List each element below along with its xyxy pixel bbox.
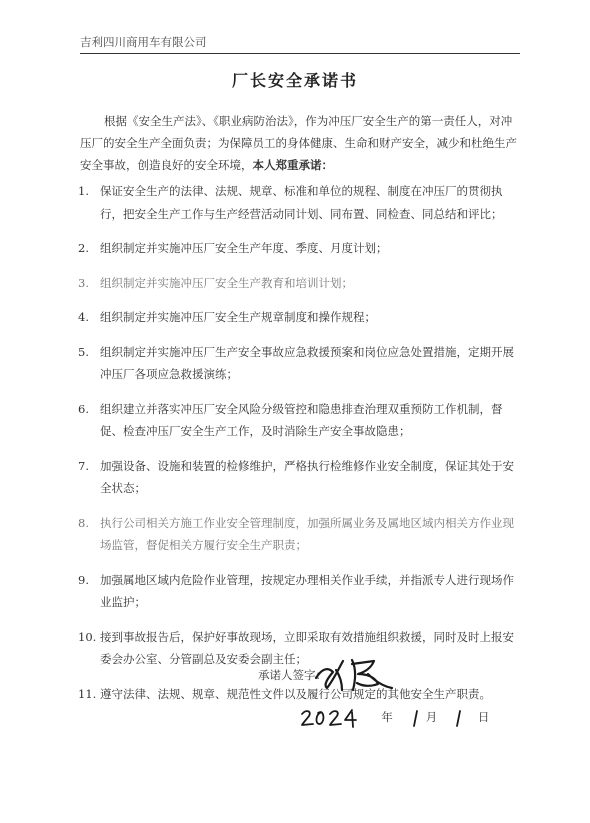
list-item xyxy=(78,512,522,557)
item-number: 11. xyxy=(78,686,97,701)
item-number: 1. xyxy=(78,184,89,198)
handwritten-signature xyxy=(312,652,396,694)
item-number: 6. xyxy=(78,401,89,416)
item-number: 3. xyxy=(78,275,89,290)
item-text: 加强属地区域内危险作业管理，按规定办理相关作业手续，并指派专人进行现场作业监护； xyxy=(100,572,514,609)
list-item xyxy=(78,272,522,295)
item-number: 4. xyxy=(78,310,89,324)
item-text: 组织建立并落实冲压厂安全风险分级管控和隐患排查治理双重预防工作机制，督促、检查冲压厂安全生产工作，及时消除生产安全事故隐患； xyxy=(100,401,503,438)
item-number: 5. xyxy=(78,344,89,359)
intro-bold: 本人郑重承诺： xyxy=(252,158,333,172)
document-title: 厂长安全承诺书 xyxy=(231,71,358,90)
intro-paragraph xyxy=(80,110,520,176)
item-text: 组织制定并实施冲压厂生产安全事故应急救援预案和岗位应急处置措施，定期开展冲压厂各项应急救援演练； xyxy=(100,344,514,381)
list-item xyxy=(78,237,522,260)
intro-text: 根据《安全生产法》、《职业病防治法》，作为冲压厂安全生产的第一责任人，对冲压厂的安全生产全面负责；为保障员工的身体健康、生命和财产安全，减少和杜绝生产安全事故，创造良好的安全环境， xyxy=(80,114,517,172)
year-unit: 年 xyxy=(381,710,393,724)
day-unit: 日 xyxy=(477,710,490,724)
item-text: 组织制定并实施冲压厂安全生产年度、季度、月度计划； xyxy=(100,241,388,255)
list-item xyxy=(78,341,522,386)
list-item xyxy=(78,180,522,225)
list-item xyxy=(78,455,522,500)
company-name: 吉利四川商用车有限公司 xyxy=(80,35,207,49)
list-item xyxy=(78,683,522,706)
item-text: 组织制定并实施冲压厂安全生产教育和培训计划； xyxy=(100,275,353,290)
item-text: 保证安全生产的法律、法规、规章、标准和单位的规程、制度在冲压厂的贯彻执行，把安全生产工作与生产经营活动同计划、同布置、同检查、同总结和评比； xyxy=(100,184,503,221)
signing-date xyxy=(300,707,489,729)
year-value: 2024 xyxy=(300,707,303,708)
item-text: 组织制定并实施冲压厂安全生产规章制度和操作规程； xyxy=(100,310,376,324)
list-item xyxy=(78,398,522,443)
company-header xyxy=(80,34,520,54)
month-unit: 月 xyxy=(425,710,438,724)
handwritten-year xyxy=(300,707,358,729)
item-number: 7. xyxy=(78,458,89,473)
item-number: 9. xyxy=(78,572,89,587)
item-number: 10. xyxy=(78,629,97,644)
list-item xyxy=(78,626,522,671)
signature-label: 承诺人签字： xyxy=(258,668,327,682)
list-item xyxy=(78,569,522,614)
header-rule xyxy=(80,53,520,54)
item-text: 接到事故报告后，保护好事故现场，立即采取有效措施组织救援，同时及时上报安委会办公室、分管副总及安委会副主任； xyxy=(100,629,514,666)
item-number: 8. xyxy=(78,515,89,530)
commitment-list xyxy=(78,180,522,717)
item-text: 执行公司相关方施工作业安全管理制度，加强所属业务及属地区域内相关方作业现场监管，督促相关方履行安全生产职责； xyxy=(100,515,514,552)
handwritten-month xyxy=(408,707,422,729)
item-text: 加强设备、设施和装置的检修维护，严格执行检维修作业安全制度，保证其处于安全状态； xyxy=(100,458,514,495)
list-item xyxy=(78,306,522,329)
item-text: 遵守法律、法规、规章、规范性文件以及履行公司规定的其他安全生产职责。 xyxy=(100,686,491,701)
item-number: 2. xyxy=(78,241,89,255)
handwritten-day xyxy=(451,707,465,729)
